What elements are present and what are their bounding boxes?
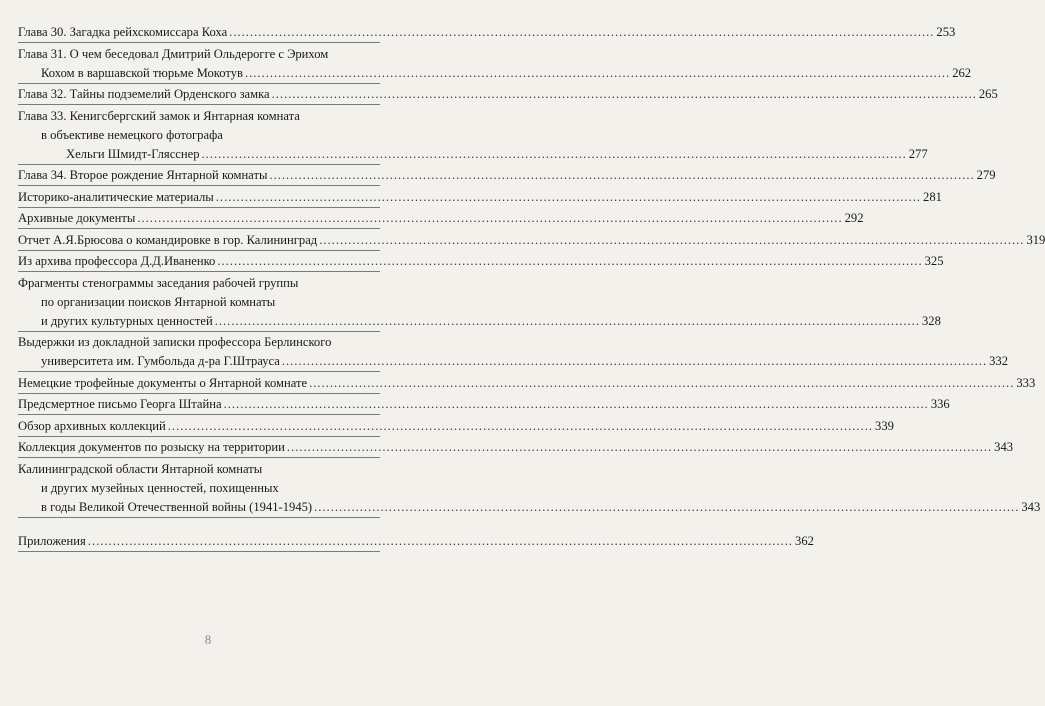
- toc-entry-page: 265: [978, 87, 998, 101]
- toc-entry-page: 292: [844, 211, 864, 225]
- toc-entry-title-cont: и других музейных ценностей, похищенных: [41, 480, 279, 495]
- toc-entry-page: 333: [1016, 375, 1036, 390]
- toc-entry-title: Из архива профессора Д.Д.Иваненко: [18, 254, 216, 268]
- toc-leader-dots: [245, 64, 950, 83]
- toc-entry-title: Выдержки из докладной записки профессора Берлинского: [18, 335, 332, 349]
- toc-entry-chapter-30[interactable]: [18, 23, 956, 43]
- toc-entry-page: 362: [795, 533, 814, 548]
- toc-leader-dots: [202, 145, 907, 164]
- toc-entry-title: Немецкие трофейные документы о Янтарной комнате: [18, 375, 308, 390]
- toc-entry-page: 332: [989, 354, 1008, 368]
- toc-entry-ivanenko-archive[interactable]: [18, 252, 944, 272]
- toc-entry-archive-review[interactable]: [18, 417, 894, 437]
- toc-entry-chapter-33[interactable]: [18, 107, 928, 165]
- toc-entry-page: 325: [924, 254, 944, 268]
- toc-entry-title-cont: университета им. Гумбольда д-ра Г.Штрауса: [41, 354, 280, 368]
- toc-leader-dots: [224, 395, 929, 414]
- toc-entry-page: 262: [952, 65, 972, 80]
- toc-entry-page: 253: [936, 25, 956, 39]
- toc-entry-page: 336: [930, 397, 950, 411]
- toc-leader-dots: [137, 209, 842, 228]
- toc-leader-dots: [216, 188, 921, 207]
- toc-entry-archive-documents[interactable]: [18, 209, 864, 229]
- toc-leader-dots: [287, 438, 992, 457]
- toc-entry-title: Глава 30. Загадка рейхскомиссара Коха: [18, 25, 228, 39]
- toc-leader-dots: [88, 532, 793, 551]
- toc-entry-title: Глава 34. Второе рождение Янтарной комнаты: [18, 168, 268, 182]
- toc-leader-dots: [319, 231, 1024, 250]
- toc-leader-dots: [309, 374, 1014, 393]
- toc-entry-chapter-34[interactable]: [18, 166, 996, 186]
- table-of-contents: [18, 23, 1045, 553]
- toc-entry-title-cont: Хельги Шмидт-Глясснер: [66, 146, 200, 161]
- toc-entry-title-cont: в годы Великой Отечественной войны (1941-1945): [41, 499, 313, 514]
- toc-entry-title: Отчет А.Я.Брюсова о командировке в гор. Калининград: [18, 232, 318, 247]
- toc-entry-historical-materials[interactable]: [18, 188, 942, 208]
- toc-entry-title: Приложения: [18, 533, 86, 548]
- toc-entry-title: Коллекция документов по розыску на территории: [18, 440, 285, 454]
- page-number: 8: [204, 632, 212, 647]
- toc-entry-stein-letter[interactable]: [18, 395, 950, 415]
- toc-entry-page: 328: [921, 313, 941, 328]
- toc-entry-page: 279: [976, 168, 996, 182]
- toc-leader-dots: [168, 417, 873, 436]
- toc-entry-title-cont: в объективе немецкого фотографа: [41, 127, 223, 142]
- toc-entry-title-cont: Кохом в варшавской тюрьме Мокотув: [41, 65, 243, 80]
- toc-entry-appendices[interactable]: [18, 532, 814, 552]
- toc-entry-title-cont: и других культурных ценностей: [41, 313, 213, 328]
- toc-entry-bryusov-report[interactable]: [18, 231, 1045, 251]
- toc-entry-chapter-32[interactable]: [18, 85, 998, 105]
- toc-leader-dots: [229, 23, 934, 42]
- toc-leader-dots: [314, 498, 1019, 517]
- toc-entry-page: 319: [1026, 232, 1045, 247]
- toc-leader-dots: [215, 312, 920, 331]
- toc-leader-dots: [269, 166, 974, 185]
- toc-entry-title: Фрагменты стенограммы заседания рабочей группы: [18, 275, 299, 290]
- toc-entry-title: Предсмертное письмо Георга Штайна: [18, 397, 222, 411]
- toc-entry-title: Глава 31. О чем беседовал Дмитрий Ольдерогге с Эрихом: [18, 46, 329, 61]
- toc-entry-chapter-31[interactable]: [18, 45, 972, 84]
- toc-entry-transcript-fragments[interactable]: [18, 274, 941, 332]
- toc-leader-dots: [272, 85, 977, 104]
- toc-entry-title: Калининградской области Янтарной комнаты: [18, 461, 263, 476]
- toc-entry-title: Глава 32. Тайны подземелий Орденского замка: [18, 87, 270, 101]
- toc-leader-dots: [217, 252, 922, 271]
- toc-entry-strauss-memo[interactable]: [18, 333, 1008, 372]
- toc-entry-page: 343: [994, 440, 1014, 454]
- toc-entry-page: 281: [923, 189, 942, 204]
- toc-entry-page: 343: [1021, 499, 1041, 514]
- toc-entry-page: 339: [875, 418, 894, 433]
- toc-entry-search-collection[interactable]: [18, 438, 1014, 458]
- toc-entry-title-cont: по организации поисков Янтарной комнаты: [41, 294, 276, 309]
- toc-entry-title: Историко-аналитические материалы: [18, 189, 214, 204]
- toc-entry-page: 277: [908, 146, 928, 161]
- toc-entry-kaliningrad-collection[interactable]: [18, 460, 1041, 518]
- toc-entry-title: Глава 33. Кенигсбергский замок и Янтарная комната: [18, 108, 300, 123]
- toc-leader-dots: [282, 352, 987, 371]
- toc-entry-trophy-documents[interactable]: [18, 374, 1036, 394]
- toc-entry-title: Архивные документы: [18, 211, 136, 225]
- toc-entry-title: Обзор архивных коллекций: [18, 418, 166, 433]
